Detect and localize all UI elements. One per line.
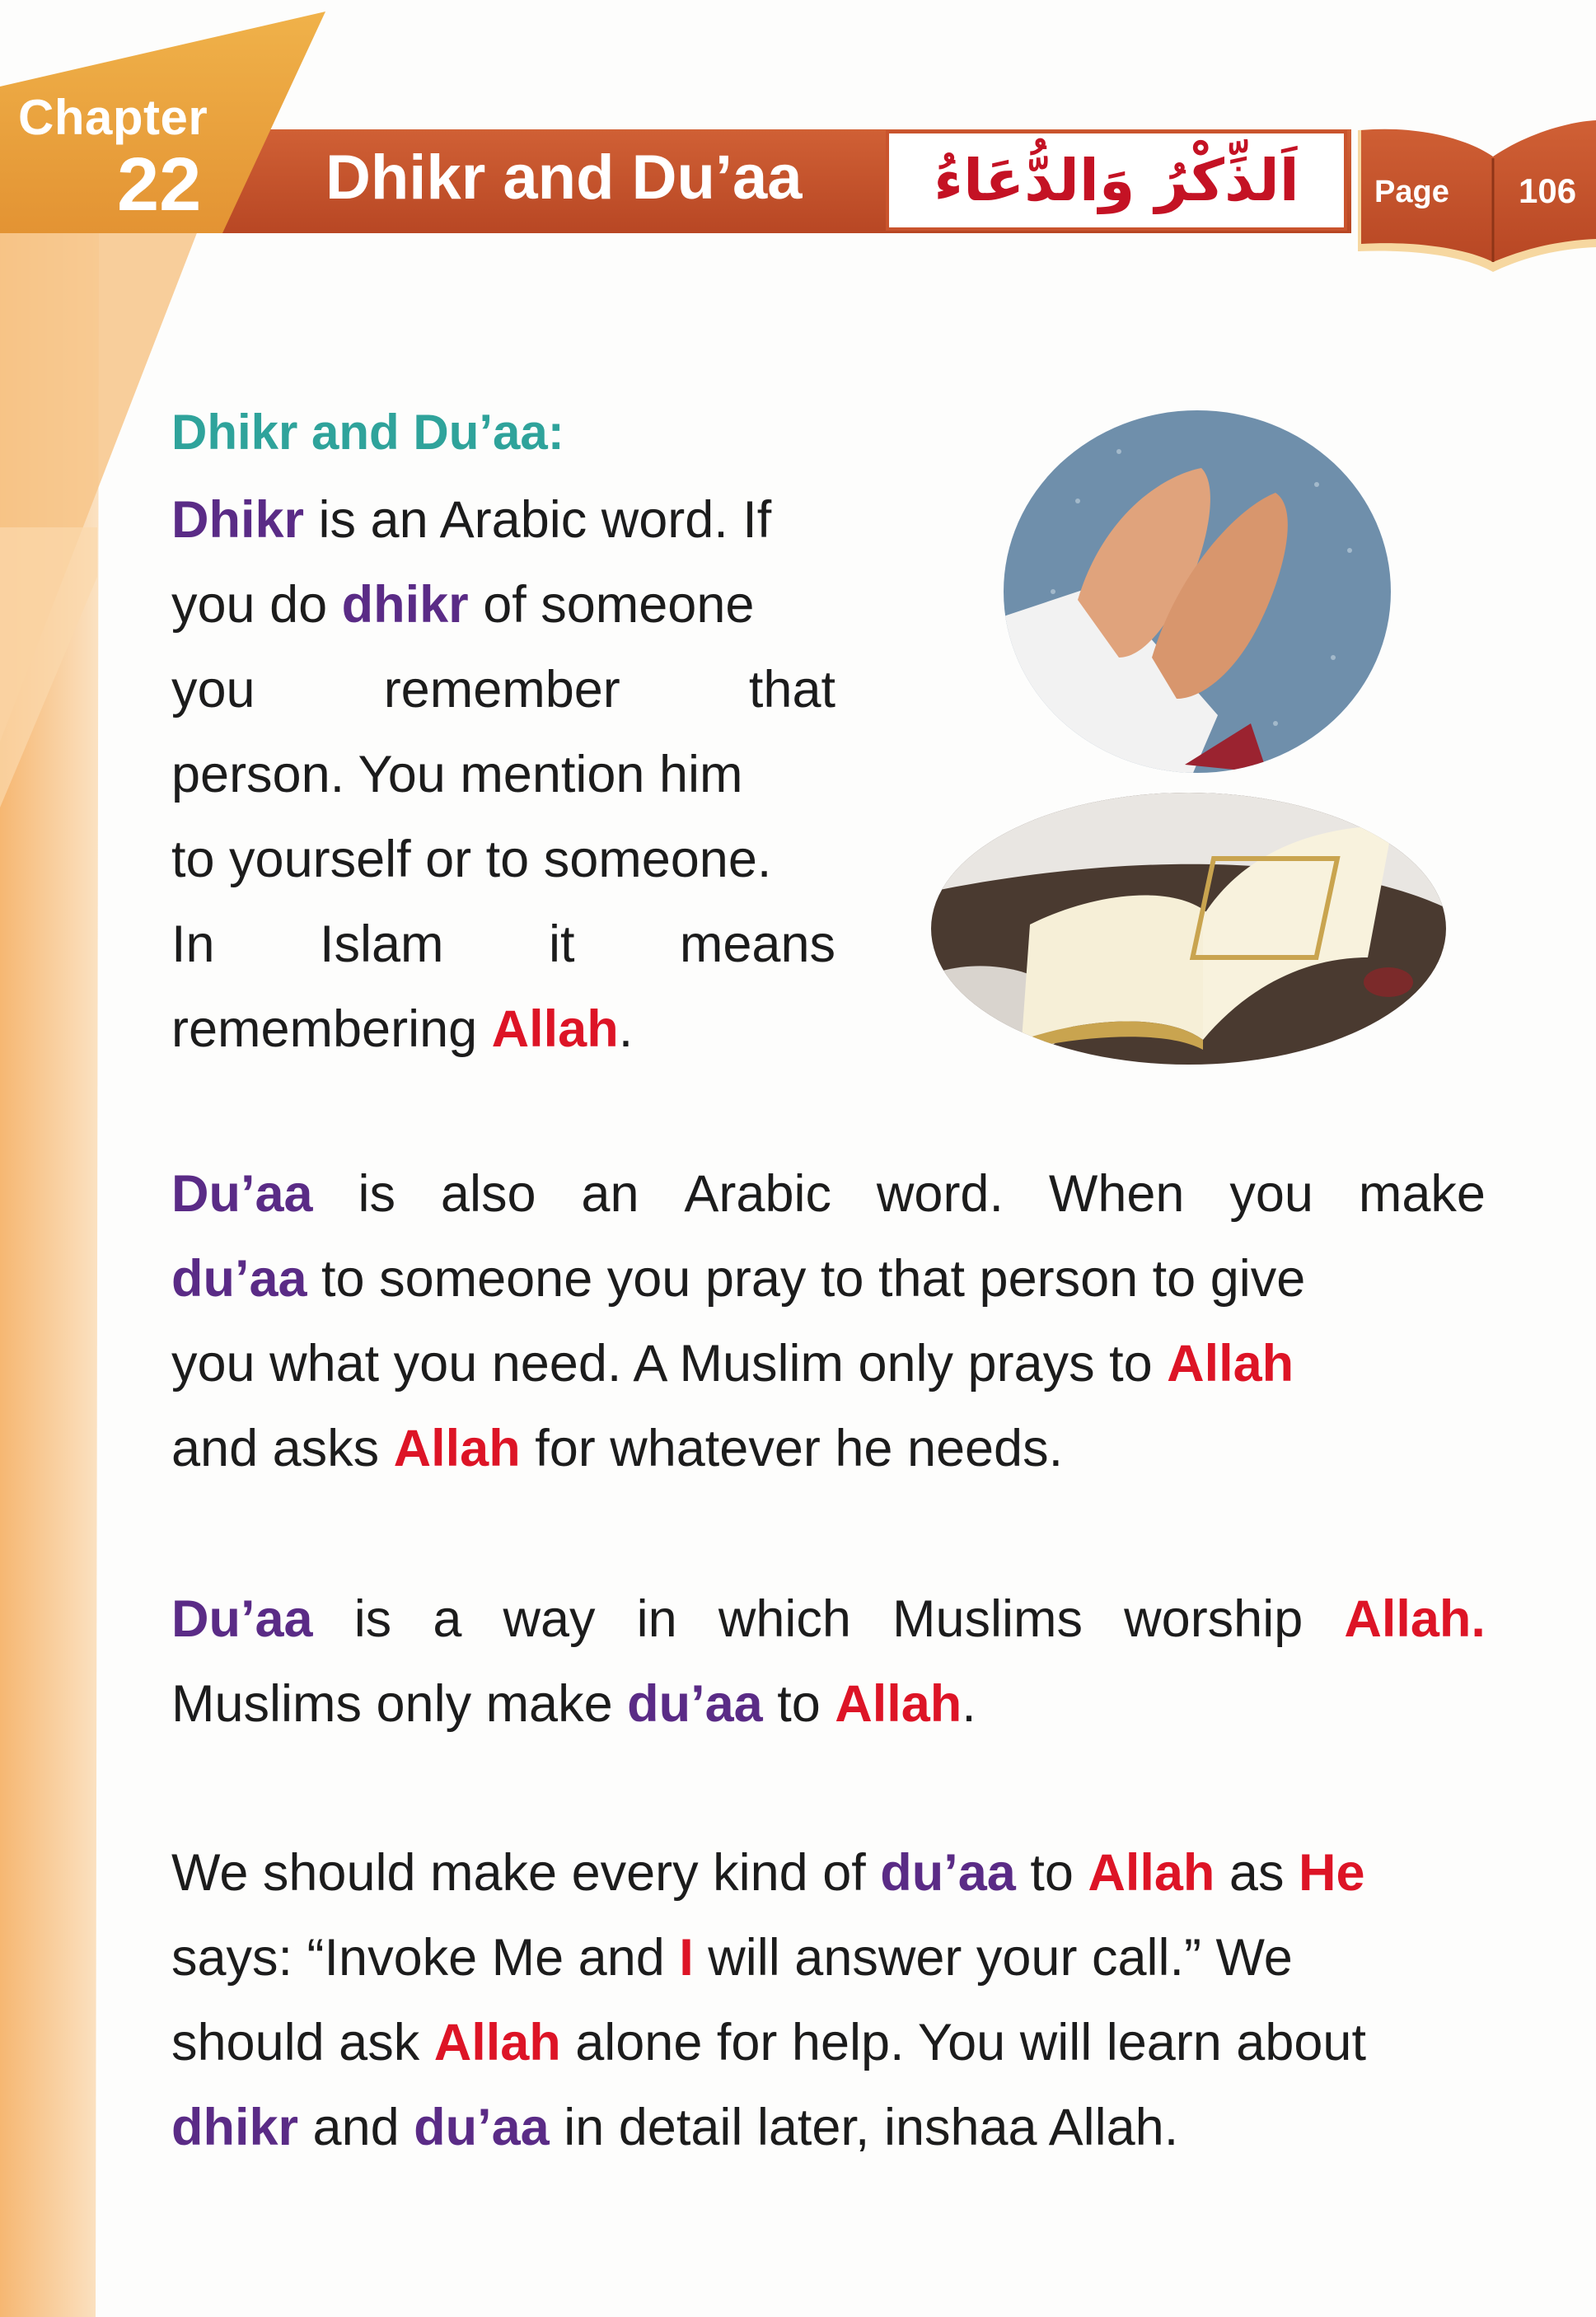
text: will answer your call.” We [693, 1929, 1293, 1987]
text: remember [383, 661, 620, 719]
text: is [353, 1590, 392, 1648]
text: it [548, 915, 575, 973]
text: to [762, 1675, 835, 1733]
para-line [171, 1152, 1486, 1237]
text: means [679, 915, 835, 973]
intro-line [171, 478, 835, 563]
chapter-label: Chapter [18, 90, 208, 145]
text: When [1048, 1165, 1185, 1223]
intro-line [171, 902, 835, 987]
hands-dua-photo [1004, 410, 1391, 773]
text: is an Arabic word. If [304, 491, 772, 549]
text: . [962, 1675, 976, 1733]
text: Arabic [684, 1165, 831, 1223]
text: Islam [319, 915, 444, 973]
text: . [618, 1000, 634, 1058]
para-line [171, 1662, 1486, 1747]
page-number: 106 [1519, 171, 1577, 210]
text: Muslims [892, 1590, 1084, 1648]
text: to yourself or to someone. [171, 831, 772, 888]
text: person. You mention him [171, 746, 743, 803]
para-line [171, 1407, 1486, 1491]
text: remembering [171, 1000, 492, 1058]
text: and asks [171, 1420, 394, 1477]
text: Muslims only make [171, 1675, 628, 1733]
text: also [440, 1165, 536, 1223]
text: is [358, 1165, 395, 1223]
keyword-duaa: du’aa [627, 1675, 763, 1733]
text: way [503, 1590, 596, 1648]
text: says: “Invoke Me and [171, 1929, 680, 1987]
keyword-dhikr: dhikr [171, 2099, 299, 2156]
arabic-title: اَلذِّكْرُ وَالدُّعَاءُ [886, 130, 1347, 231]
text: should ask [171, 2014, 434, 2071]
intro-text [171, 478, 835, 1072]
keyword-i: I [679, 1929, 694, 1987]
keyword-dhikr: Dhikr [171, 491, 305, 549]
text: in detail later, inshaa Allah. [549, 2099, 1179, 2156]
intro-line [171, 733, 835, 817]
keyword-duaa: Du’aa [171, 1590, 313, 1648]
para-line [171, 1322, 1486, 1407]
section-heading: Dhikr and Du’aa: [171, 405, 564, 460]
text: worship [1124, 1590, 1303, 1648]
intro-line [171, 648, 835, 733]
para-line [171, 1831, 1486, 1916]
text: In [171, 915, 215, 973]
text: make [1358, 1165, 1486, 1223]
intro-line [171, 817, 835, 902]
text: an [581, 1165, 639, 1223]
page-label: Page [1374, 175, 1449, 209]
keyword-allah: Allah [393, 1420, 521, 1477]
keyword-allah: Allah [433, 2014, 561, 2071]
keyword-he: He [1298, 1844, 1365, 1902]
text: you what you need. A Muslim only prays to [171, 1335, 1168, 1393]
text: a [433, 1590, 462, 1648]
text: We should make every kind of [171, 1844, 881, 1902]
para-line [171, 1577, 1486, 1662]
para-line [171, 1237, 1486, 1322]
book-page-left [1022, 896, 1211, 1040]
chapter-title: Dhikr and Du’aa [325, 143, 803, 213]
text: to [1015, 1844, 1088, 1902]
keyword-allah: Allah [835, 1675, 962, 1733]
keyword-allah: Allah [1088, 1844, 1215, 1902]
text: and [298, 2099, 414, 2156]
text: which [718, 1590, 851, 1648]
text: word. [876, 1165, 1004, 1223]
intro-line [171, 563, 835, 648]
para-line [171, 1916, 1486, 2001]
intro-line [171, 987, 835, 1072]
keyword-dhikr: dhikr [341, 576, 469, 634]
para-line [171, 2001, 1486, 2085]
keyword-duaa: du’aa [414, 2099, 550, 2156]
text: in [636, 1590, 677, 1648]
text: as [1215, 1844, 1299, 1902]
keyword-allah: Allah. [1344, 1590, 1486, 1648]
keyword-allah: Allah [1167, 1335, 1294, 1393]
text: that [748, 661, 835, 719]
quran-photo [931, 793, 1446, 1065]
keyword-allah: Allah [491, 1000, 619, 1058]
paragraph-duaa-definition [171, 1152, 1486, 1491]
paragraph-invoke [171, 1831, 1486, 2170]
text: you do [171, 576, 342, 634]
keyword-duaa: du’aa [171, 1250, 307, 1308]
text: to someone you pray to that person to give [307, 1250, 1306, 1308]
keyword-duaa: du’aa [880, 1844, 1016, 1902]
text: you [1229, 1165, 1313, 1223]
para-line [171, 2085, 1486, 2170]
text: you [171, 661, 255, 719]
text: for whatever he needs. [520, 1420, 1064, 1477]
text: of someone [468, 576, 755, 634]
paragraph-duaa-worship [171, 1577, 1486, 1747]
chapter-number: 22 [117, 143, 202, 227]
text: alone for help. You will learn about [560, 2014, 1366, 2071]
keyword-duaa: Du’aa [171, 1165, 313, 1223]
